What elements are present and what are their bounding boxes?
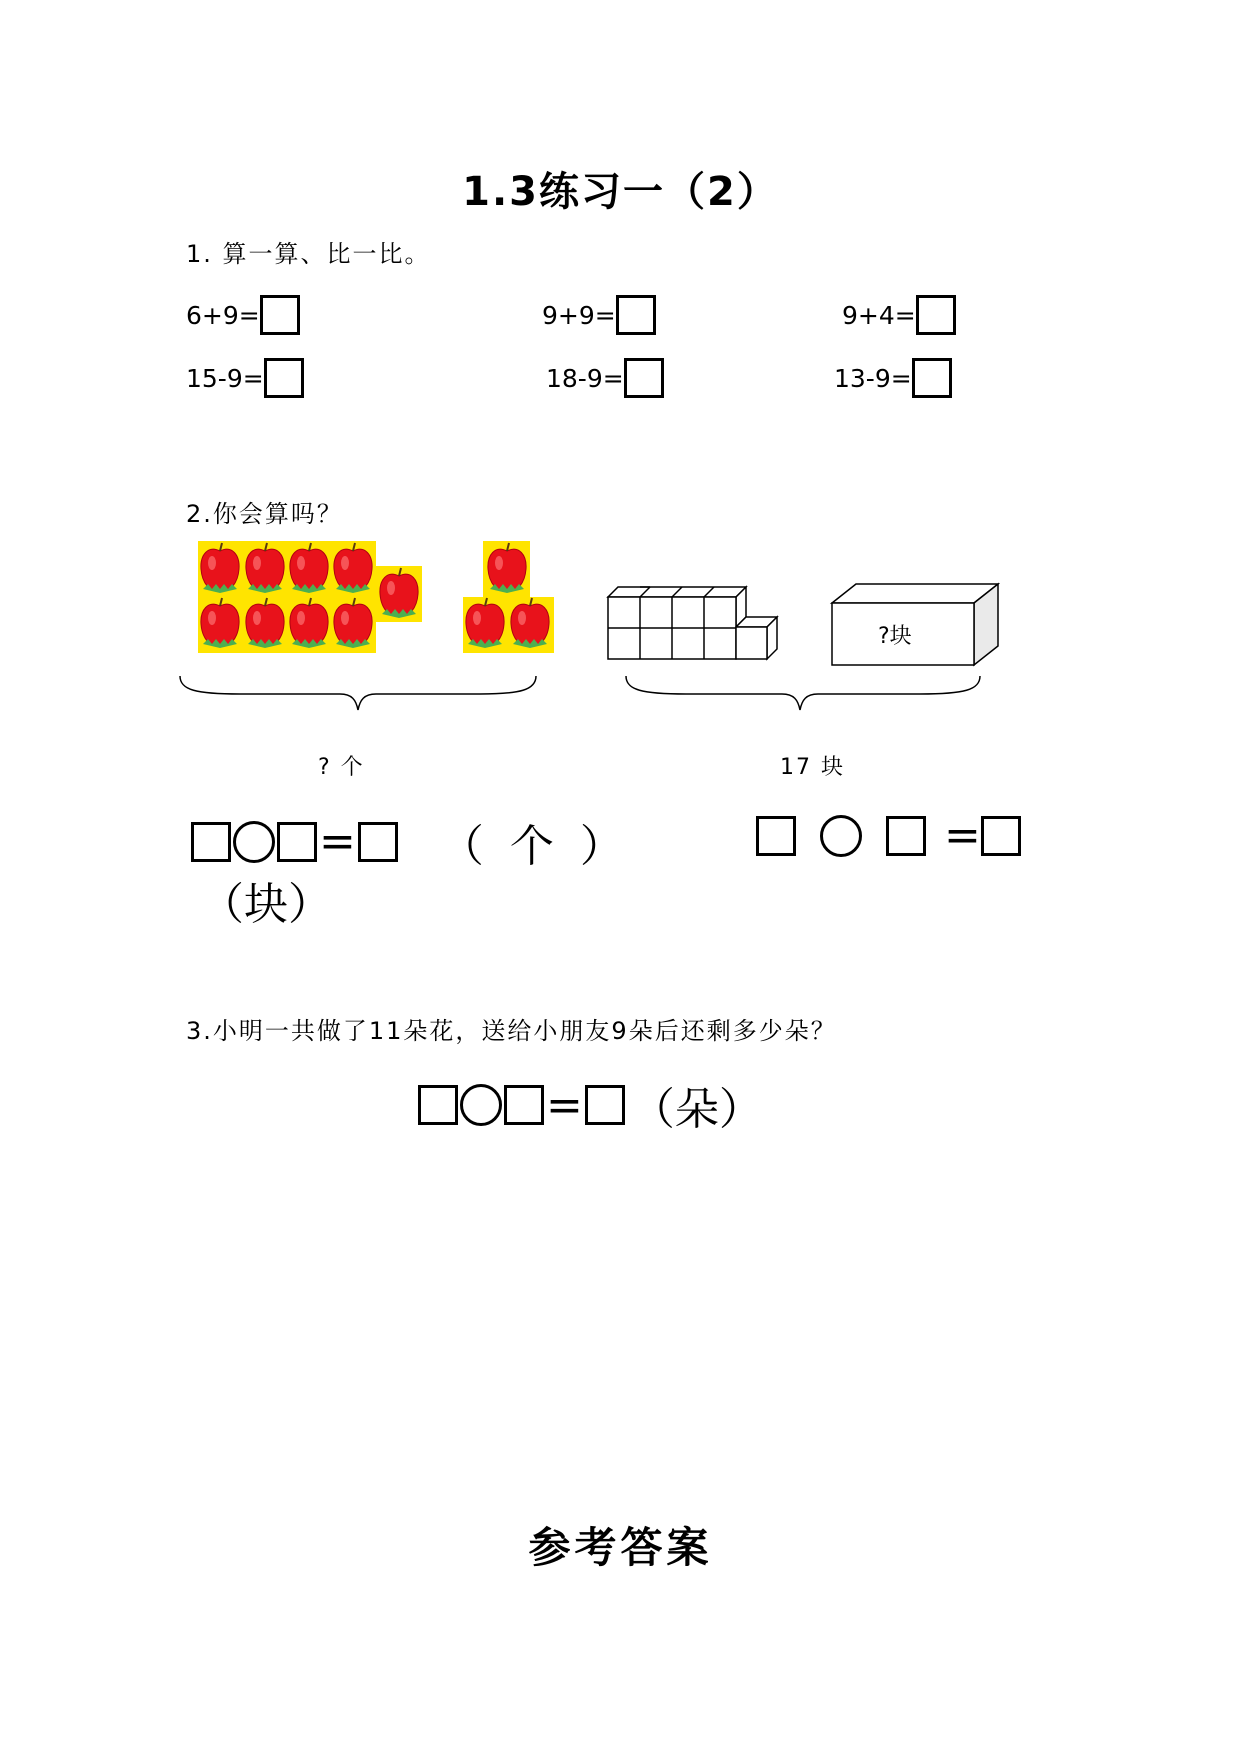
operator-circle[interactable] <box>460 1084 502 1126</box>
unit-label-blocks: （块） <box>200 879 332 930</box>
blocks-total-label: 17 块 <box>780 755 845 780</box>
answer-box[interactable] <box>756 816 796 856</box>
answer-heading: 参考答案 <box>528 1523 713 1572</box>
answer-box[interactable] <box>358 822 398 862</box>
equals-sign: = <box>546 1079 583 1131</box>
answer-box[interactable] <box>504 1085 544 1125</box>
operator-circle[interactable] <box>820 815 862 857</box>
page-title: 1.3练习一（2） <box>462 169 779 215</box>
q2-equation-blocks <box>756 810 1021 861</box>
box-label: ?块 <box>878 624 912 649</box>
big-box <box>832 584 998 665</box>
q1-expression: 6+9= <box>186 300 260 330</box>
cube-blocks <box>608 587 777 659</box>
q2-equation-apples <box>191 810 630 874</box>
answer-box[interactable] <box>886 816 926 856</box>
question-2-prompt: 2.你会算吗？ <box>186 500 343 528</box>
q1-expression: 15-9= <box>186 363 264 393</box>
q3-equation <box>418 1073 763 1137</box>
answer-box[interactable] <box>981 816 1021 856</box>
answer-box[interactable] <box>418 1085 458 1125</box>
operator-circle[interactable] <box>233 821 275 863</box>
equals-sign: = <box>319 816 356 867</box>
brace-left <box>180 676 536 710</box>
answer-box[interactable] <box>277 822 317 862</box>
equals-sign: = <box>944 810 981 861</box>
unit-label: （朵） <box>630 1084 763 1135</box>
q1-expression: 13-9= <box>834 363 912 393</box>
unit-label: （ 个 ） <box>439 821 630 872</box>
apples-total-label: ? 个 <box>318 755 365 780</box>
q1-expression: 9+9= <box>542 300 616 330</box>
answer-box[interactable] <box>585 1085 625 1125</box>
question-1-prompt: 1. 算一算、比一比。 <box>186 240 431 268</box>
q1-expression: 9+4= <box>842 300 916 330</box>
brace-right <box>626 676 980 710</box>
q1-expression: 18-9= <box>546 363 624 393</box>
answer-box[interactable] <box>191 822 231 862</box>
question-3-prompt: 3.小明一共做了11朵花，送给小朋友9朵后还剩多少朵？ <box>186 1017 837 1045</box>
